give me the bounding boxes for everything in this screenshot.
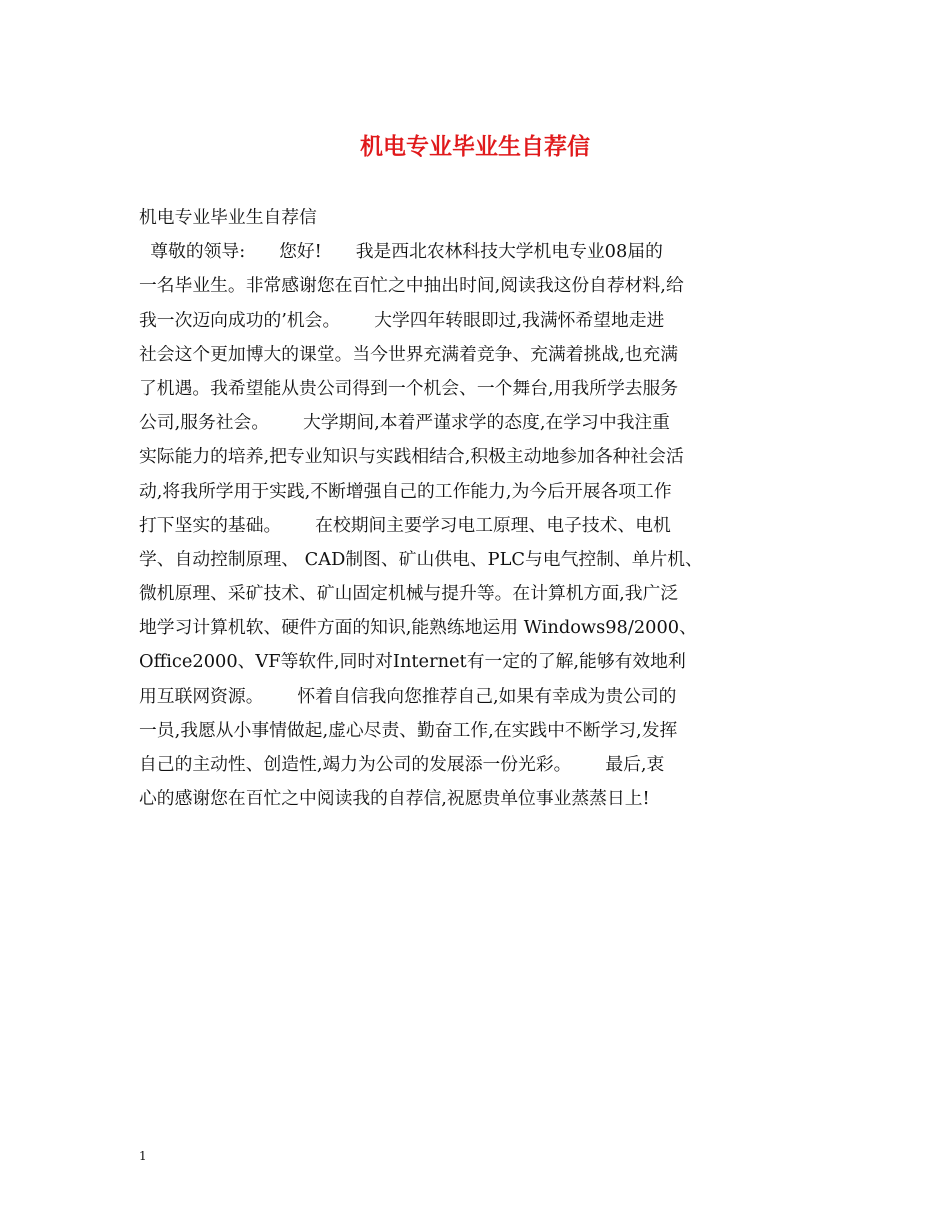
body-line: 自己的主动性、创造性,竭力为公司的发展添一份光彩。 最后,衷 — [139, 754, 665, 775]
body-line: 打下坚实的基础。 在校期间主要学习电工原理、电子技术、电机 — [139, 514, 671, 536]
body-line: 地学习计算机软、硬件方面的知识,能熟练地运用 Windows98/2000、 — [139, 617, 697, 639]
body-line: 微机原理、采矿技术、矿山固定机械与提升等。在计算机方面,我广泛 — [139, 583, 679, 605]
body-line: Office2000、VF等软件,同时对Internet有一定的了解,能够有效地利 — [139, 651, 686, 673]
page-number: 1 — [139, 1149, 147, 1163]
body-line: 公司,服务社会。 大学期间,本着严谨求学的态度,在学习中我注重 — [139, 412, 670, 434]
body-line: 了机遇。我希望能从贵公司得到一个机会、一个舞台,用我所学去服务 — [139, 377, 679, 399]
body-line: 尊敬的领导: 您好! 我是西北农林科技大学机电专业08届的 — [139, 241, 663, 263]
body-line: 学、自动控制原理、 CAD制图、矿山供电、PLC与电气控制、单片机、 — [139, 548, 703, 570]
body-line: 动,将我所学用于实践,不断增强自己的工作能力,为今后开展各项工作 — [139, 480, 672, 502]
body-line: 机电专业毕业生自荐信 — [139, 207, 317, 228]
body-line: 心的感谢您在百忙之中阅读我的自荐信,祝愿贵单位事业蒸蒸日上! — [139, 788, 650, 810]
body-line: 实际能力的培养,把专业知识与实践相结合,积极主动地参加各种社会活 — [139, 446, 684, 468]
body-line: 一名毕业生。非常感谢您在百忙之中抽出时间,阅读我这份自荐材料,给 — [139, 275, 684, 297]
document-title: 机电专业毕业生自荐信 — [360, 134, 590, 160]
body-line: 社会这个更加博大的课堂。当今世界充满着竞争、充满着挑战,也充满 — [139, 343, 679, 365]
document-body — [139, 201, 813, 816]
body-line: 用互联网资源。 怀着自信我向您推荐自己,如果有幸成为贵公司的 — [139, 685, 677, 707]
body-line: 一员,我愿从小事情做起,虚心尽责、勤奋工作,在实践中不断学习,发挥 — [139, 719, 678, 741]
body-line: 我一次迈向成功的’机会。 大学四年转眼即过,我满怀希望地走进 — [139, 309, 665, 331]
